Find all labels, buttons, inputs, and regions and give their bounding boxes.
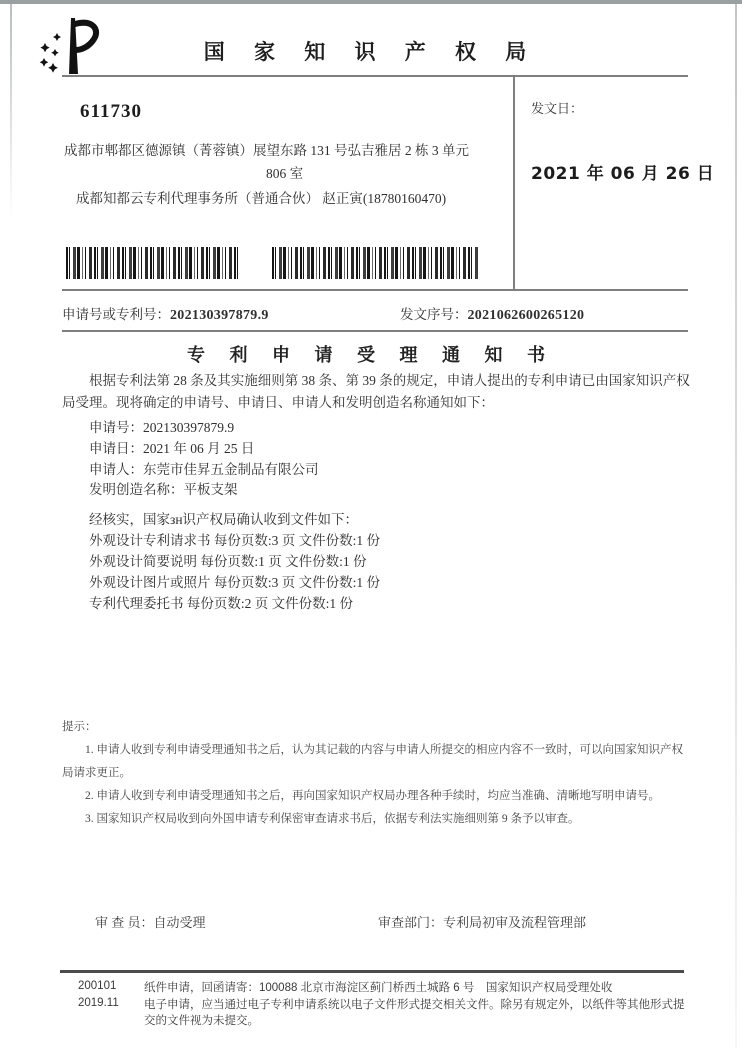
barcode-serial bbox=[272, 247, 478, 279]
scan-edge-right bbox=[735, 4, 737, 1048]
issue-date-box bbox=[531, 98, 715, 184]
barcode-application bbox=[66, 247, 238, 279]
received-file-4: 专利代理委托书 每份页数:2 页 文件份数:1 份 bbox=[89, 596, 354, 612]
received-file-1: 外观设计专利请求书 每份页数:3 页 文件份数:1 份 bbox=[89, 533, 381, 549]
serial-no-label: 发文序号： bbox=[400, 307, 468, 322]
notice-title: 专 利 申 请 受 理 通 知 书 bbox=[187, 345, 555, 365]
footer-divider bbox=[60, 970, 684, 973]
received-file-2: 外观设计简要说明 每份页数:1 页 文件份数:1 份 bbox=[89, 554, 367, 570]
footer-row-electronic bbox=[78, 997, 692, 1030]
header-divider bbox=[62, 75, 688, 77]
tips-block bbox=[62, 716, 692, 831]
notice-body bbox=[62, 370, 690, 615]
recipient-block bbox=[62, 96, 507, 211]
examiner-value: 自动受理 bbox=[153, 915, 206, 930]
tip-3: 3. 国家知识产权局收到向外国申请专利保密审查请求书后，依据专利法实施细则第 9 条予以审查。 bbox=[85, 813, 580, 825]
application-fields bbox=[89, 418, 690, 502]
scan-edge-top bbox=[0, 0, 742, 4]
address-date-divider bbox=[513, 76, 515, 290]
received-files-block bbox=[89, 510, 690, 615]
field-invention-title: 发明创造名称：平板支架 bbox=[89, 482, 238, 498]
footer-row-paper bbox=[78, 980, 692, 997]
department-value: 专利局初审及流程管理部 bbox=[443, 915, 587, 930]
application-no-value: 202130397879.9 bbox=[170, 308, 269, 323]
recipient-address-line2: 806 室 bbox=[265, 166, 304, 182]
footer-block bbox=[78, 980, 692, 1030]
field-application-no: 申请号：202130397879.9 bbox=[89, 419, 235, 435]
tips-label: 提示： bbox=[62, 721, 97, 733]
application-no-label: 申请号或专利号： bbox=[62, 307, 170, 322]
org-title: 国 家 知 识 产 权 局 bbox=[203, 40, 539, 64]
received-intro: 经核实，国家зн识产权局确认收到文件如下： bbox=[89, 512, 359, 528]
section-divider bbox=[62, 289, 688, 291]
issue-date-label: 发文日： bbox=[531, 101, 584, 116]
meta-divider bbox=[62, 330, 688, 332]
recipient-address-line1: 成都市郫都区德源镇（菁蓉镇）展望东路 131 号弘吉雅居 2 栋 3 单元 bbox=[64, 143, 469, 159]
notice-intro: 根据专利法第 28 条及其实施细则第 38 条、第 39 条的规定，申请人提出的专利申请已由国家知识产权局受理。现将确定的申请号、申请日、申请人和发明创造名称通知如下： bbox=[62, 373, 690, 410]
footer-form-code-1: 200101 bbox=[78, 980, 117, 992]
meta-row bbox=[62, 303, 688, 324]
postal-code: 611730 bbox=[80, 101, 142, 122]
tip-2: 2. 申请人收到专利申请受理通知书之后，再向国家知识产权局办理各种手续时，均应当准确、清晰地写明申请号。 bbox=[85, 790, 660, 802]
field-application-date: 申请日：2021 年 06 月 25 日 bbox=[89, 440, 255, 456]
footer-electronic-note: 电子申请，应当通过电子专利申请系统以电子文件形式提交相关文件。除另有规定外，以纸件等其他形式提交的文件视为未提交。 bbox=[144, 998, 685, 1028]
department-label: 审查部门： bbox=[378, 915, 444, 930]
received-file-3: 外观设计图片或照片 每份页数:3 页 文件份数:1 份 bbox=[89, 575, 381, 591]
examiner-label: 审 查 员： bbox=[95, 915, 154, 930]
tip-1: 1. 申请人收到专利申请受理通知书之后，认为其记载的内容与申请人所提交的相应内容不一致时，可以向国家知识产权局请求更正。 bbox=[62, 744, 683, 779]
footer-form-code-2: 2019.11 bbox=[78, 996, 119, 1009]
recipient-agency-line: 成都知都云专利代理事务所（普通合伙） 赵正寅(18780160470) bbox=[76, 191, 447, 207]
serial-no-value: 2021062600265120 bbox=[467, 308, 585, 323]
field-applicant: 申请人：东莞市佳昇五金制品有限公司 bbox=[89, 461, 319, 477]
issue-date-value: 2021 年 06 月 26 日 bbox=[531, 164, 715, 184]
footer-paper-note: 纸件申请，回函请寄：100088 北京市海淀区蓟门桥西土城路 6 号 国家知识产权局受理处收 bbox=[144, 982, 613, 994]
